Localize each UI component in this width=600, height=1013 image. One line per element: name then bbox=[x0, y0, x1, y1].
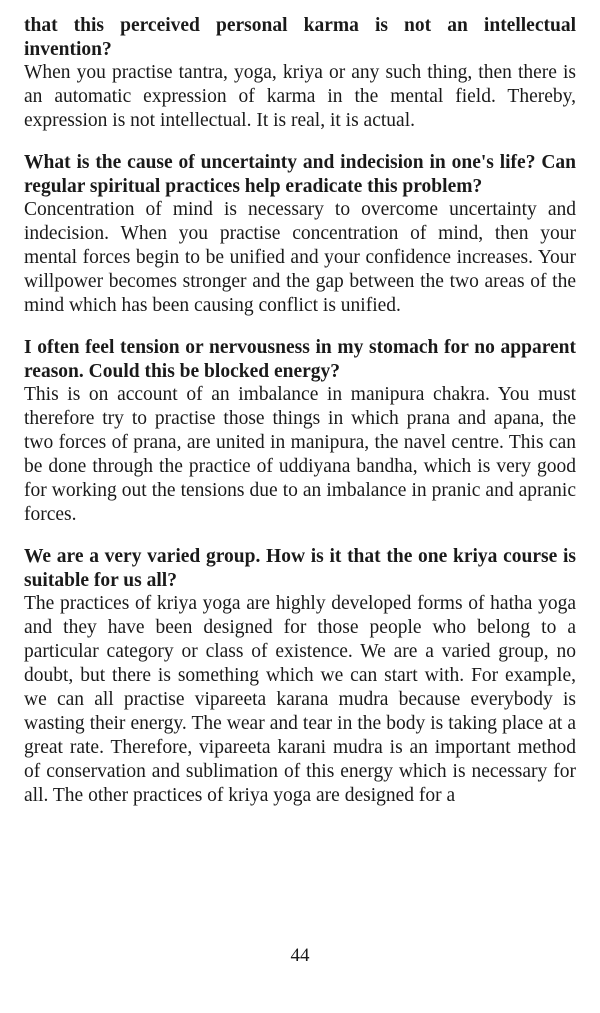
qa-section-4 bbox=[24, 545, 576, 808]
qa-section-1 bbox=[24, 14, 576, 133]
question-text: What is the cause of uncertainty and indecision in one's life? Can regular spiritual practices help eradicate this problem? bbox=[24, 152, 576, 197]
page-number: 44 bbox=[290, 945, 310, 966]
qa-section-2 bbox=[24, 151, 576, 318]
qa-section-3 bbox=[24, 336, 576, 527]
book-page bbox=[24, 14, 576, 826]
question-text: that this perceived personal karma is not an intellectual invention? bbox=[24, 15, 576, 60]
answer-text: Concentration of mind is necessary to overcome uncertainty and indecision. When you practise concentration of mind, then your mental forces begin to be unified and your confidence increases. Your willpower becomes stronger and the gap between the two areas of the mind which has been causing conflict is unified. bbox=[24, 199, 576, 316]
question-text: I often feel tension or nervousness in my stomach for no apparent reason. Could this be blocked energy? bbox=[24, 337, 576, 382]
answer-text: The practices of kriya yoga are highly developed forms of hatha yoga and they have been designed for those people who belong to a particular category or class of existence. We are a varied group, no doubt, but there is something which we can start with. For example, we can all practise vipareeta karana mudra because everybody is wasting their energy. The wear and tear in the body is taking place at a great rate. Therefore, vipareeta karani mudra is an important method of conservation and sublimation of this energy which is necessary for all. The other practices of kriya yoga are designed for a bbox=[24, 593, 576, 806]
answer-text: This is on account of an imbalance in manipura chakra. You must therefore try to practise those things in which prana and apana, the two forces of prana, are united in manipura, the navel centre. This can be done through the practice of uddiyana bandha, which is very good for working out the tensions due to an imbalance in pranic and apranic forces. bbox=[24, 384, 576, 525]
answer-text: When you practise tantra, yoga, kriya or any such thing, then there is an automatic expression of karma in the mental field. Thereby, expression is not intellectual. It is real, it is actual. bbox=[24, 62, 576, 131]
question-text: We are a very varied group. How is it that the one kriya course is suitable for us all? bbox=[24, 546, 576, 591]
